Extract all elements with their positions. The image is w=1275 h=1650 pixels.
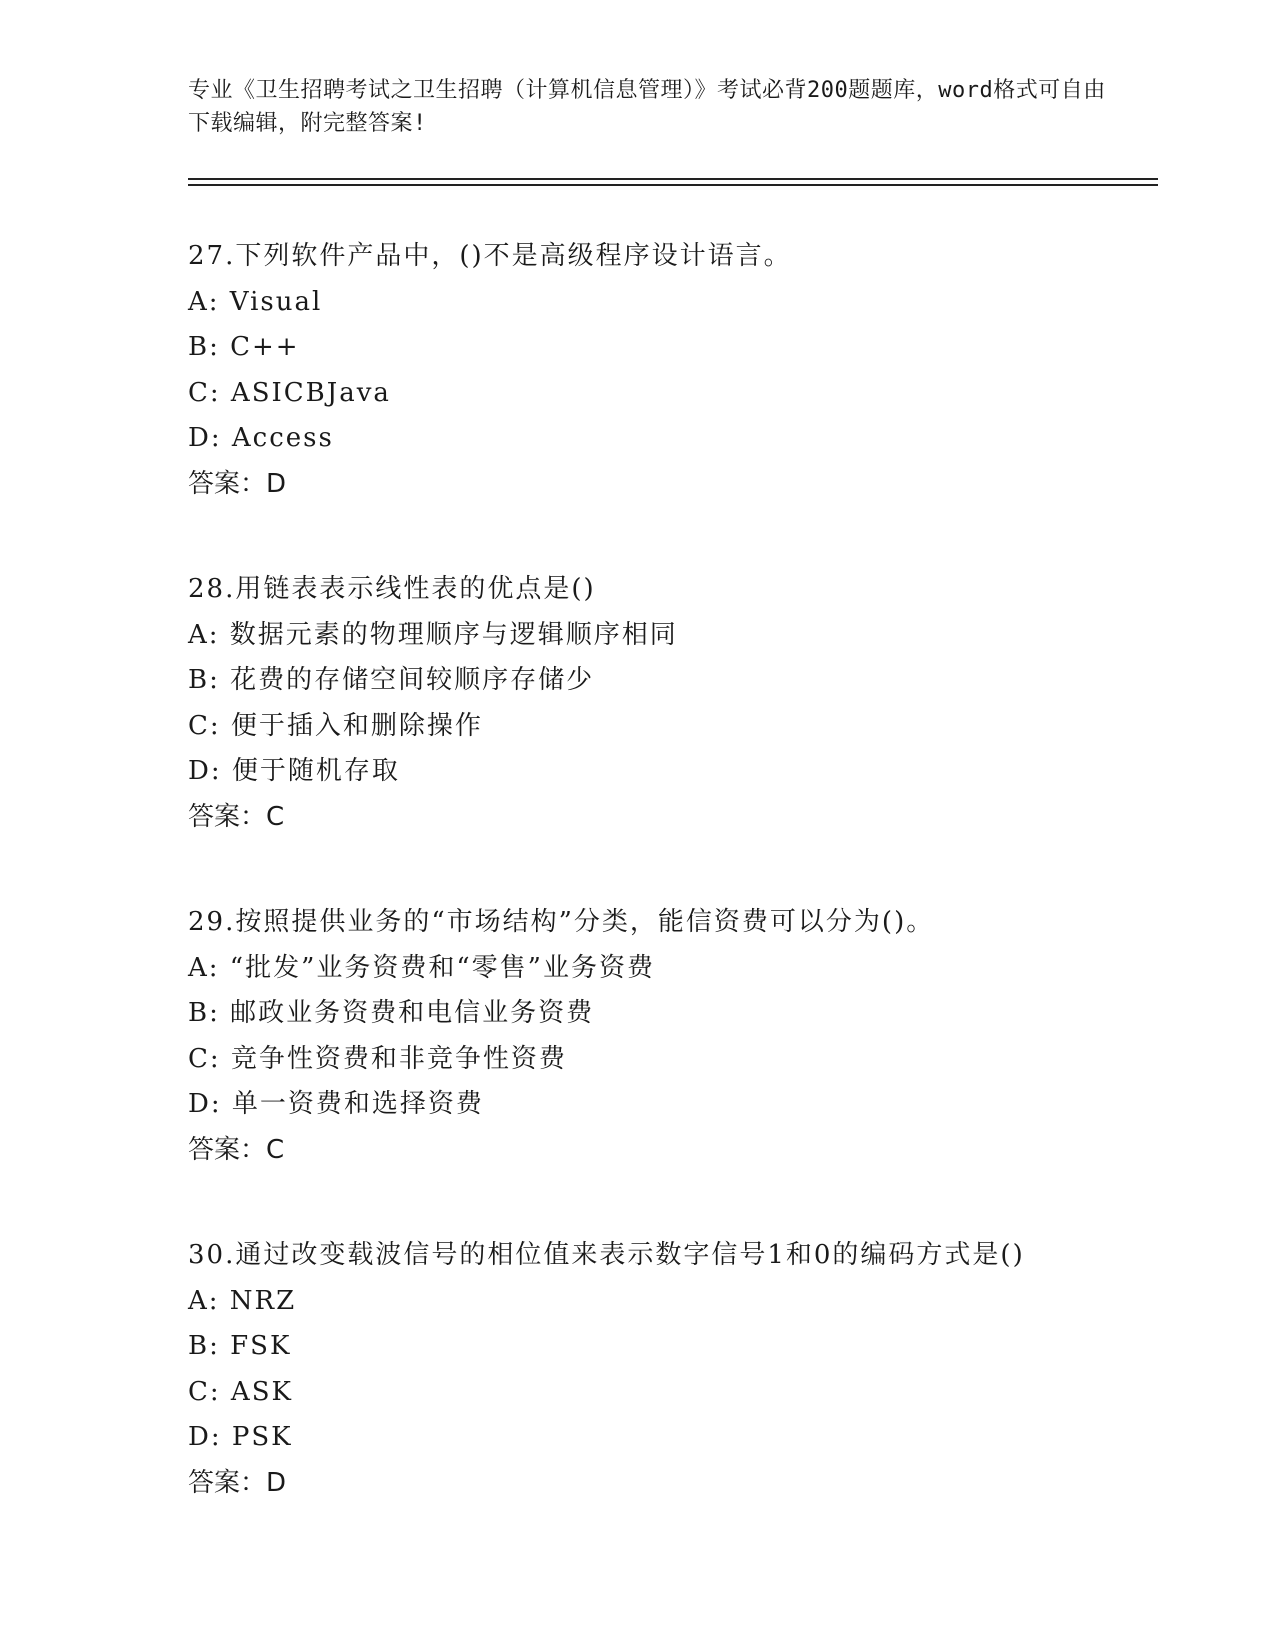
option-c: C: ASK: [188, 1376, 293, 1407]
question-stem: 27.下列软件产品中，()不是高级程序设计语言。: [188, 241, 792, 271]
option-a: A: Visual: [188, 286, 323, 317]
option-b: B: 邮政业务资费和电信业务资费: [188, 998, 595, 1028]
answer-line: 答案：C: [188, 1134, 285, 1165]
question-30: [188, 1233, 1168, 1506]
option-b: B: FSK: [188, 1331, 292, 1361]
question-stem: 30.通过改变载波信号的相位值来表示数字信号1和0的编码方式是(): [188, 1240, 1025, 1270]
page-header: 专业《卫生招聘考试之卫生招聘（计算机信息管理）》考试必背200题题库，word格式可自由下载编辑，附完整答案!: [188, 78, 1106, 136]
question-29: [188, 900, 1168, 1173]
question-27: [188, 234, 1168, 507]
header-divider-top: [188, 178, 1158, 180]
option-b: B: C++: [188, 332, 300, 362]
option-d: D: 单一资费和选择资费: [188, 1089, 484, 1119]
question-list: [188, 234, 1168, 1566]
answer-line: 答案：C: [188, 801, 285, 832]
option-a: A: “批发”业务资费和“零售”业务资费: [188, 952, 655, 983]
option-c: C: ASICBJava: [188, 377, 391, 408]
answer-line: 答案：D: [188, 468, 287, 499]
question-28: [188, 567, 1168, 840]
option-b: B: 花费的存储空间较顺序存储少: [188, 665, 595, 695]
option-d: D: 便于随机存取: [188, 756, 400, 786]
option-a: A: NRZ: [188, 1285, 297, 1316]
option-d: D: Access: [188, 423, 334, 453]
option-a: A: 数据元素的物理顺序与逻辑顺序相同: [188, 619, 678, 650]
option-c: C: 便于插入和删除操作: [188, 710, 483, 741]
option-c: C: 竞争性资费和非竞争性资费: [188, 1043, 567, 1074]
header-divider-bottom: [188, 184, 1158, 186]
question-stem: 29.按照提供业务的“市场结构”分类，能信资费可以分为()。: [188, 907, 935, 937]
question-stem: 28.用链表表示线性表的优点是(): [188, 574, 596, 604]
option-d: D: PSK: [188, 1422, 293, 1452]
answer-line: 答案：D: [188, 1467, 287, 1498]
